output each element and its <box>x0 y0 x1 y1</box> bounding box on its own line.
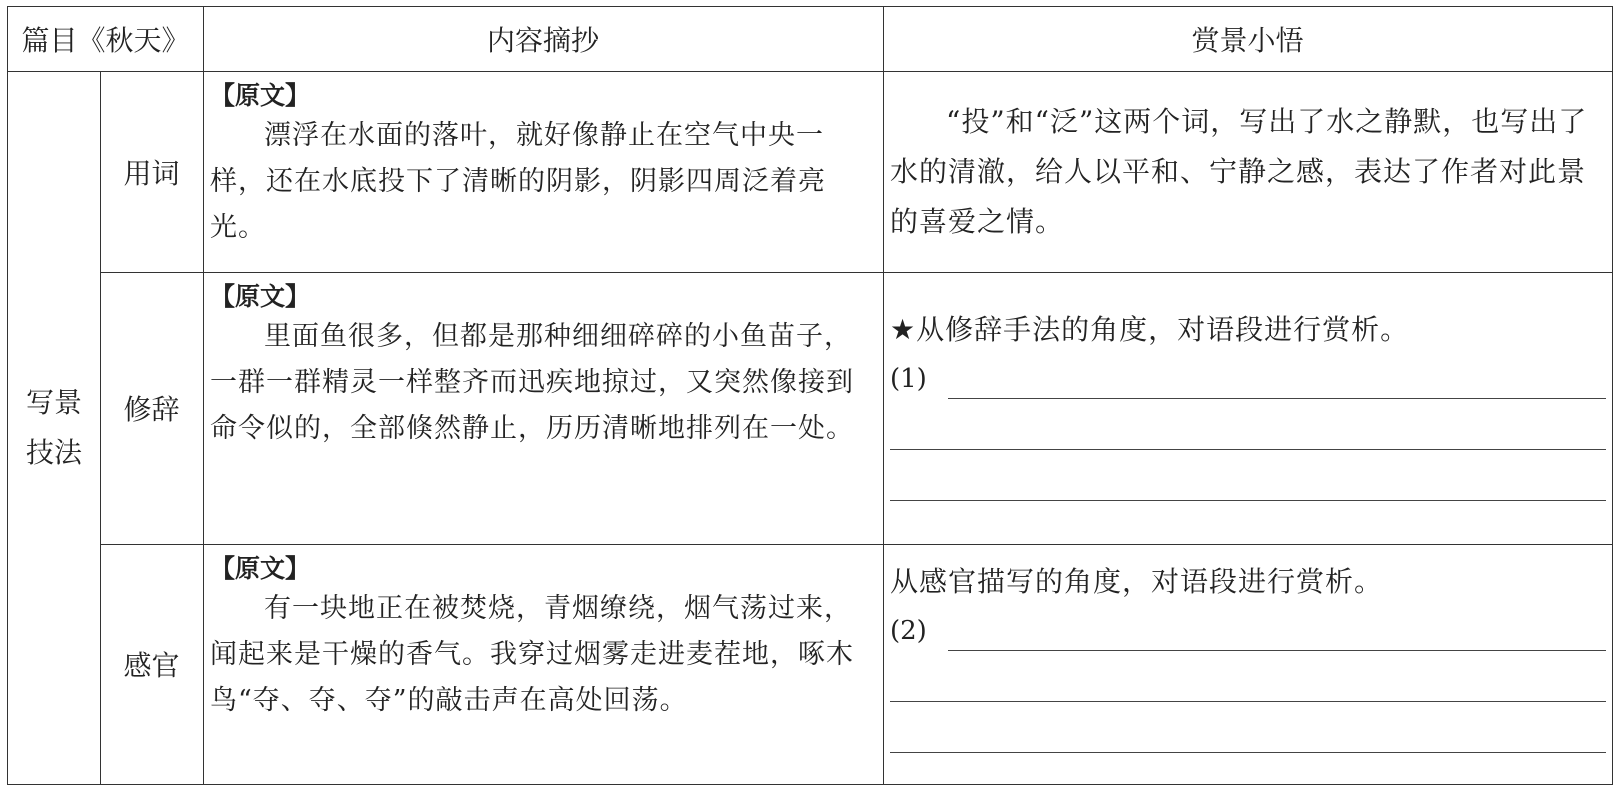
task-prompt: 从感官描写的角度，对语段进行赏析。 <box>890 565 1384 598</box>
answer-field[interactable] <box>890 651 1606 702</box>
insight-rhetoric <box>890 307 1606 501</box>
worksheet-table <box>7 6 1613 785</box>
answer-field[interactable] <box>948 366 1606 399</box>
answer-field[interactable] <box>890 702 1606 753</box>
star-icon: ★ <box>890 313 917 346</box>
answer-number: (1) <box>890 364 927 394</box>
excerpt-word-choice <box>210 79 876 251</box>
answer-row <box>890 605 1606 651</box>
source-tag: 【原文】 <box>210 554 311 583</box>
excerpt-text: 里面鱼很多，但都是那种细细碎碎的小鱼苗子，一群一群精灵一样整齐而迅疾地掠过，又突然像接到命令似的，全部倏然静止，历历清晰地排列在一处。 <box>210 321 854 444</box>
sub-label-rhetoric: 修辞 <box>123 393 180 426</box>
header-article: 篇目《秋天》 <box>21 24 190 57</box>
excerpt-rhetoric <box>210 280 876 452</box>
header-content: 内容摘抄 <box>486 24 599 57</box>
source-tag: 【原文】 <box>210 81 311 110</box>
sub-label-senses: 感官 <box>123 649 180 682</box>
category-label: 写景技法 <box>26 385 83 469</box>
divider <box>8 71 1612 72</box>
source-tag: 【原文】 <box>210 282 311 311</box>
insight-senses <box>890 559 1606 753</box>
answer-field[interactable] <box>890 450 1606 501</box>
header-insight: 赏景小悟 <box>1191 24 1304 57</box>
answer-field[interactable] <box>948 618 1606 651</box>
answer-number: (2) <box>890 616 927 646</box>
excerpt-text: 漂浮在水面的落叶，就好像静止在空气中央一样，还在水底投下了清晰的阴影，阴影四周泛着亮光。 <box>210 120 826 243</box>
insight-word-choice <box>890 97 1606 247</box>
divider <box>100 544 1612 545</box>
answer-field[interactable] <box>890 399 1606 450</box>
sub-label-word-choice: 用词 <box>123 156 180 190</box>
task-prompt: 从修辞手法的角度，对语段进行赏析。 <box>916 313 1410 346</box>
excerpt-text: 有一块地正在被焚烧，青烟缭绕，烟气荡过来，闻起来是干燥的香气。我穿过烟雾走进麦茬地，啄木鸟“夺、夺、夺”的敲击声在高处回荡。 <box>210 593 854 716</box>
excerpt-senses <box>210 552 876 724</box>
insight-text: “投”和“泛”这两个词，写出了水之静默，也写出了水的清澈，给人以平和、宁静之感，表达了作者对此景的喜爱之情。 <box>890 105 1588 238</box>
divider <box>100 272 1612 273</box>
divider <box>203 7 204 784</box>
divider <box>883 7 884 784</box>
answer-row <box>890 353 1606 399</box>
